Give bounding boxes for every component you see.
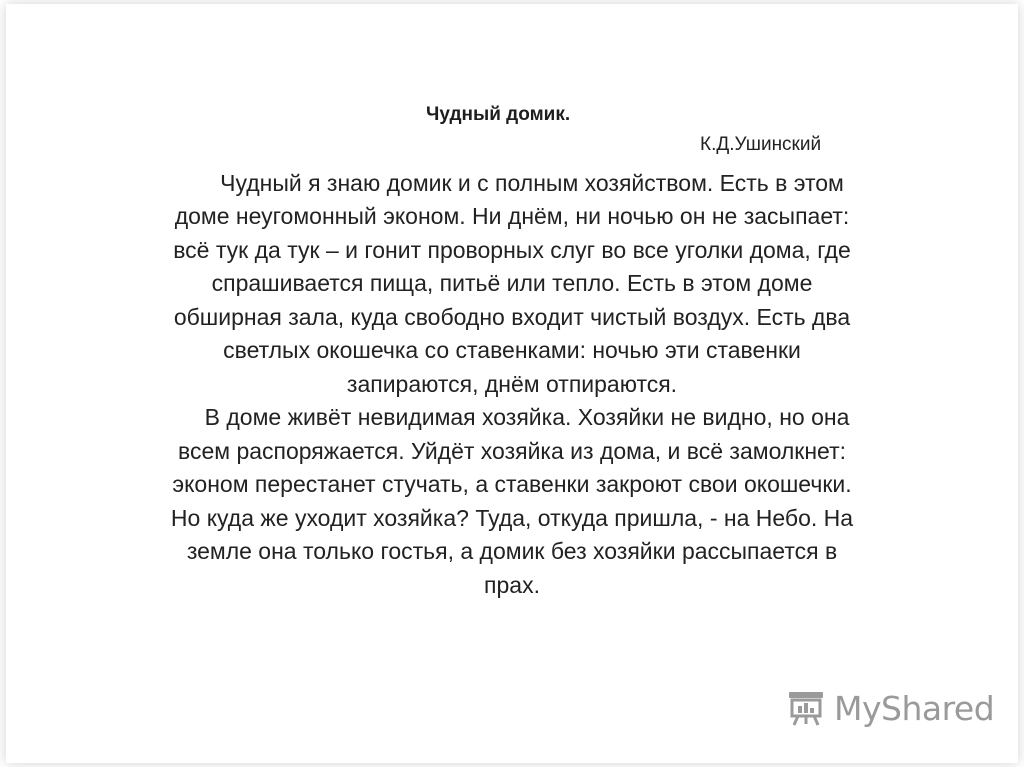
- text-line: спрашивается пища, питьё или тепло. Есть в этом доме: [211, 270, 813, 296]
- document-author: К.Д.Ушинский: [700, 134, 822, 155]
- text-line: эконом перестанет стучать, а ставенки закроют свои окошечки.: [172, 471, 852, 497]
- myshared-watermark: [786, 683, 994, 733]
- text-line: доме неугомонный эконом. Ни днём, ни ночью он не засыпает:: [174, 203, 850, 229]
- watermark-text: MyShared: [834, 688, 995, 728]
- document-title: Чудный домик.: [426, 104, 571, 125]
- text-line: светлых окошечка со ставенками: ночью эти ставенки: [223, 337, 801, 363]
- text-line: Чудный я знаю домик и с полным хозяйством. Есть в этом: [220, 170, 844, 196]
- text-line: запираются, днём отпираются.: [346, 371, 678, 397]
- text-line: обширная зала, куда свободно входит чистый воздух. Есть два: [173, 304, 851, 330]
- text-line: прах.: [484, 572, 540, 598]
- text-line: всем распоряжается. Уйдёт хозяйка из дома, и всё замолкнет:: [177, 438, 847, 464]
- text-line: В доме живёт невидимая хозяйка. Хозяйки не видно, но она: [204, 404, 850, 430]
- text-line: всё тук да тук – и гонит проворных слуг во все уголки дома, где: [173, 237, 851, 263]
- myshared-logo-icon: [786, 688, 826, 728]
- text-line: земле она только гостья, а домик без хозяйки рассыпается в: [186, 538, 838, 564]
- text-line: Но куда же уходит хозяйка? Туда, откуда пришла, - на Небо. На: [170, 505, 854, 531]
